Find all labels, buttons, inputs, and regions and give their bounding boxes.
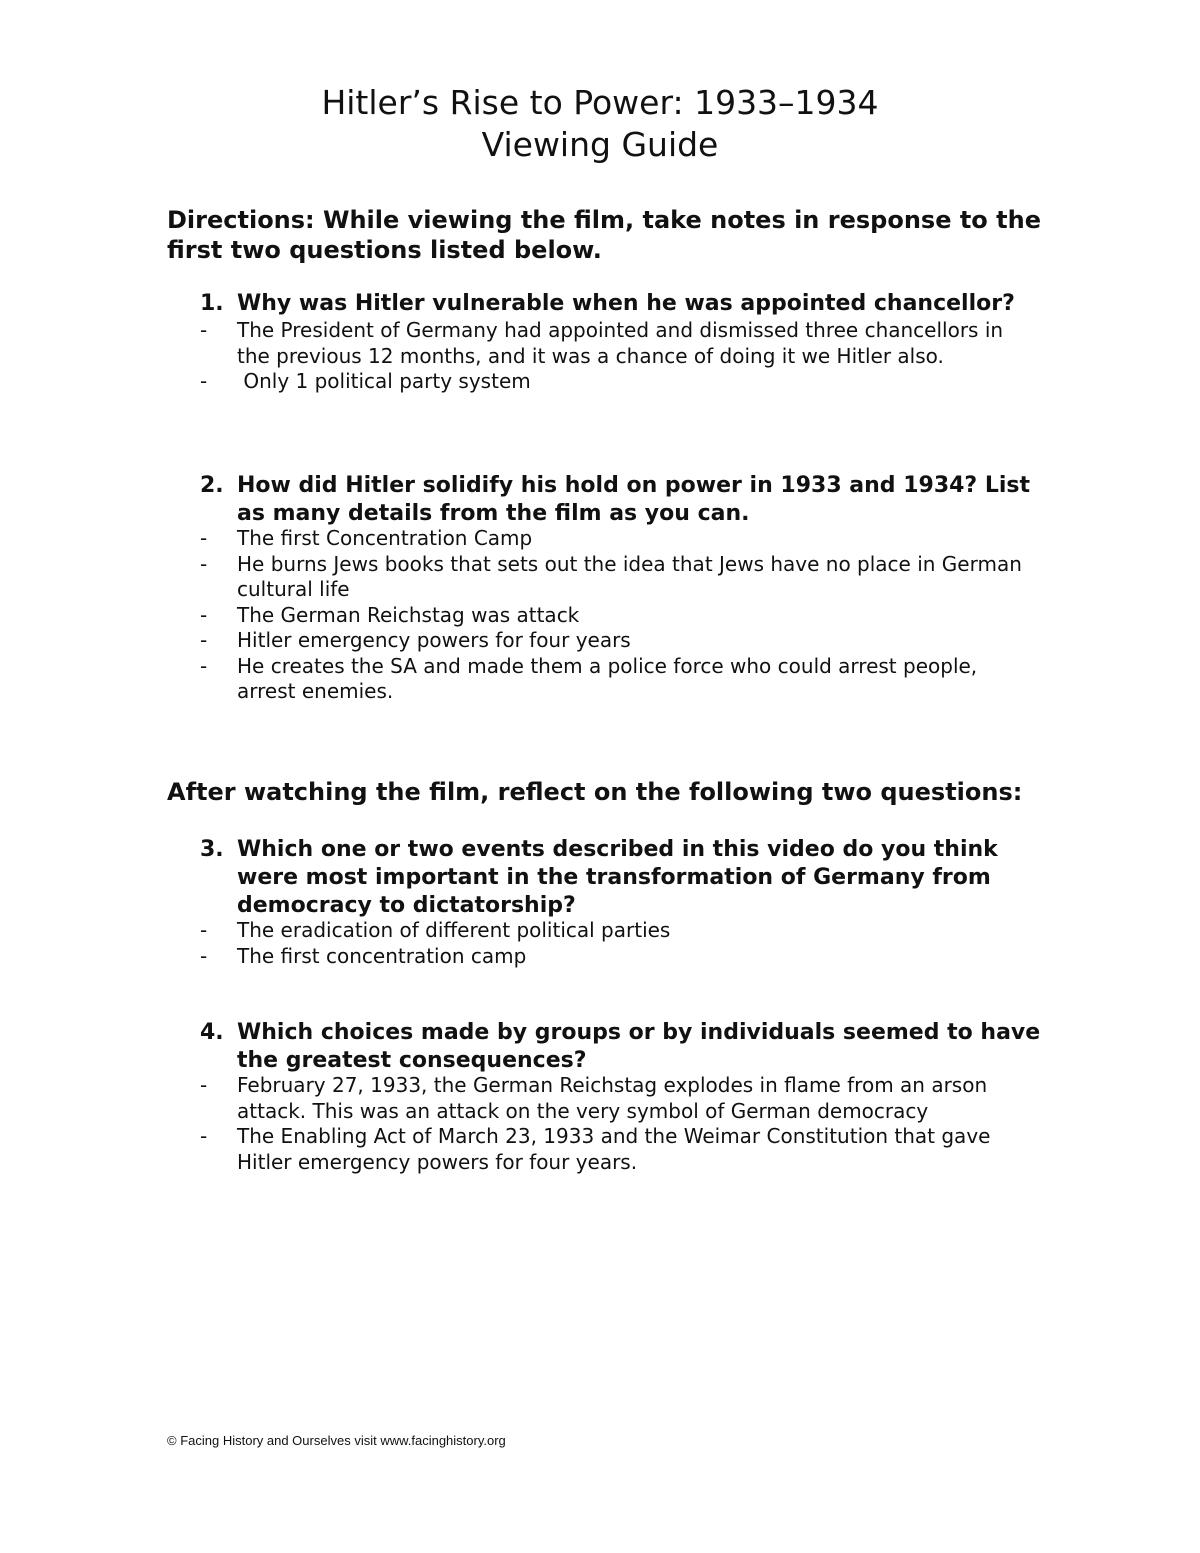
question-text: Why was Hitler vulnerable when he was appointed chancellor? <box>237 291 1015 316</box>
answer-text: The eradication of different political parties <box>237 918 671 942</box>
question-number: 1. <box>200 291 224 316</box>
question-1 <box>200 290 1050 318</box>
answer-list-4 <box>200 1073 1030 1175</box>
question-4 <box>200 1019 1050 1075</box>
bullet-dash: - <box>200 602 208 627</box>
question-number: 3. <box>200 837 224 862</box>
answer-item <box>200 526 1030 552</box>
answer-item <box>200 628 1030 654</box>
answer-item <box>200 603 1030 629</box>
answer-text: He burns Jews books that sets out the idea that Jews have no place in German cultural life <box>237 551 1022 601</box>
answer-item <box>200 1073 1030 1124</box>
answer-item <box>200 369 1030 395</box>
question-text: How did Hitler solidify his hold on power in 1933 and 1934? List as many details from the film as you can. <box>237 473 1031 526</box>
page-subtitle: Viewing Guide <box>481 125 719 164</box>
page-title: Hitler’s Rise to Power: 1933–1934 <box>321 83 879 122</box>
bullet-dash: - <box>200 551 208 576</box>
answer-item <box>200 318 1030 369</box>
answer-item <box>200 918 1030 944</box>
after-watching-heading: After watching the film, reflect on the following two questions: <box>167 778 1023 806</box>
bullet-dash: - <box>200 628 208 652</box>
answer-list-3 <box>200 918 1030 969</box>
answer-text: Hitler emergency powers for four years <box>237 628 631 652</box>
question-2 <box>200 472 1050 528</box>
answer-item <box>200 944 1030 970</box>
answer-text: The first Concentration Camp <box>237 526 533 550</box>
answer-text: He creates the SA and made them a police force who could arrest people, arrest enemies. <box>237 653 978 703</box>
question-text: Which one or two events described in this video do you think were most important in the transformation of Germany from democracy to dictatorship? <box>237 837 998 918</box>
answer-text: February 27, 1933, the German Reichstag explodes in flame from an arson attack. This was an attack on the very symbol of German democracy <box>237 1073 988 1123</box>
answer-item <box>200 552 1030 603</box>
question-3 <box>200 836 1050 920</box>
bullet-dash: - <box>200 318 208 342</box>
answer-text: The Enabling Act of March 23, 1933 and the Weimar Constitution that gave Hitler emergency powers for four years. <box>237 1124 991 1174</box>
answer-text: Only 1 political party system <box>237 369 531 393</box>
bullet-dash: - <box>200 943 208 968</box>
answer-item <box>200 1124 1030 1175</box>
question-number: 2. <box>200 473 224 498</box>
question-text: Which choices made by groups or by individuals seemed to have the greatest consequences? <box>237 1020 1041 1073</box>
answer-text: The first concentration camp <box>237 943 527 968</box>
bullet-dash: - <box>200 1073 208 1097</box>
bullet-dash: - <box>200 369 208 393</box>
bullet-dash: - <box>200 526 208 550</box>
bullet-dash: - <box>200 918 208 942</box>
copyright-footer: © Facing History and Ourselves visit www.facinghistory.org <box>167 1433 506 1448</box>
question-number: 4. <box>200 1020 224 1045</box>
answer-text: The President of Germany had appointed and dismissed three chancellors in the previous 12 months, and it was a chance of doing it we Hitler also. <box>237 318 1004 368</box>
answer-list-1 <box>200 318 1030 395</box>
directions-text: Directions: While viewing the film, take notes in response to the first two questions listed below. <box>167 206 1041 264</box>
answer-text: The German Reichstag was attack <box>237 602 580 627</box>
bullet-dash: - <box>200 653 208 678</box>
bullet-dash: - <box>200 1124 208 1148</box>
answer-item <box>200 654 1030 705</box>
answer-list-2 <box>200 526 1030 705</box>
